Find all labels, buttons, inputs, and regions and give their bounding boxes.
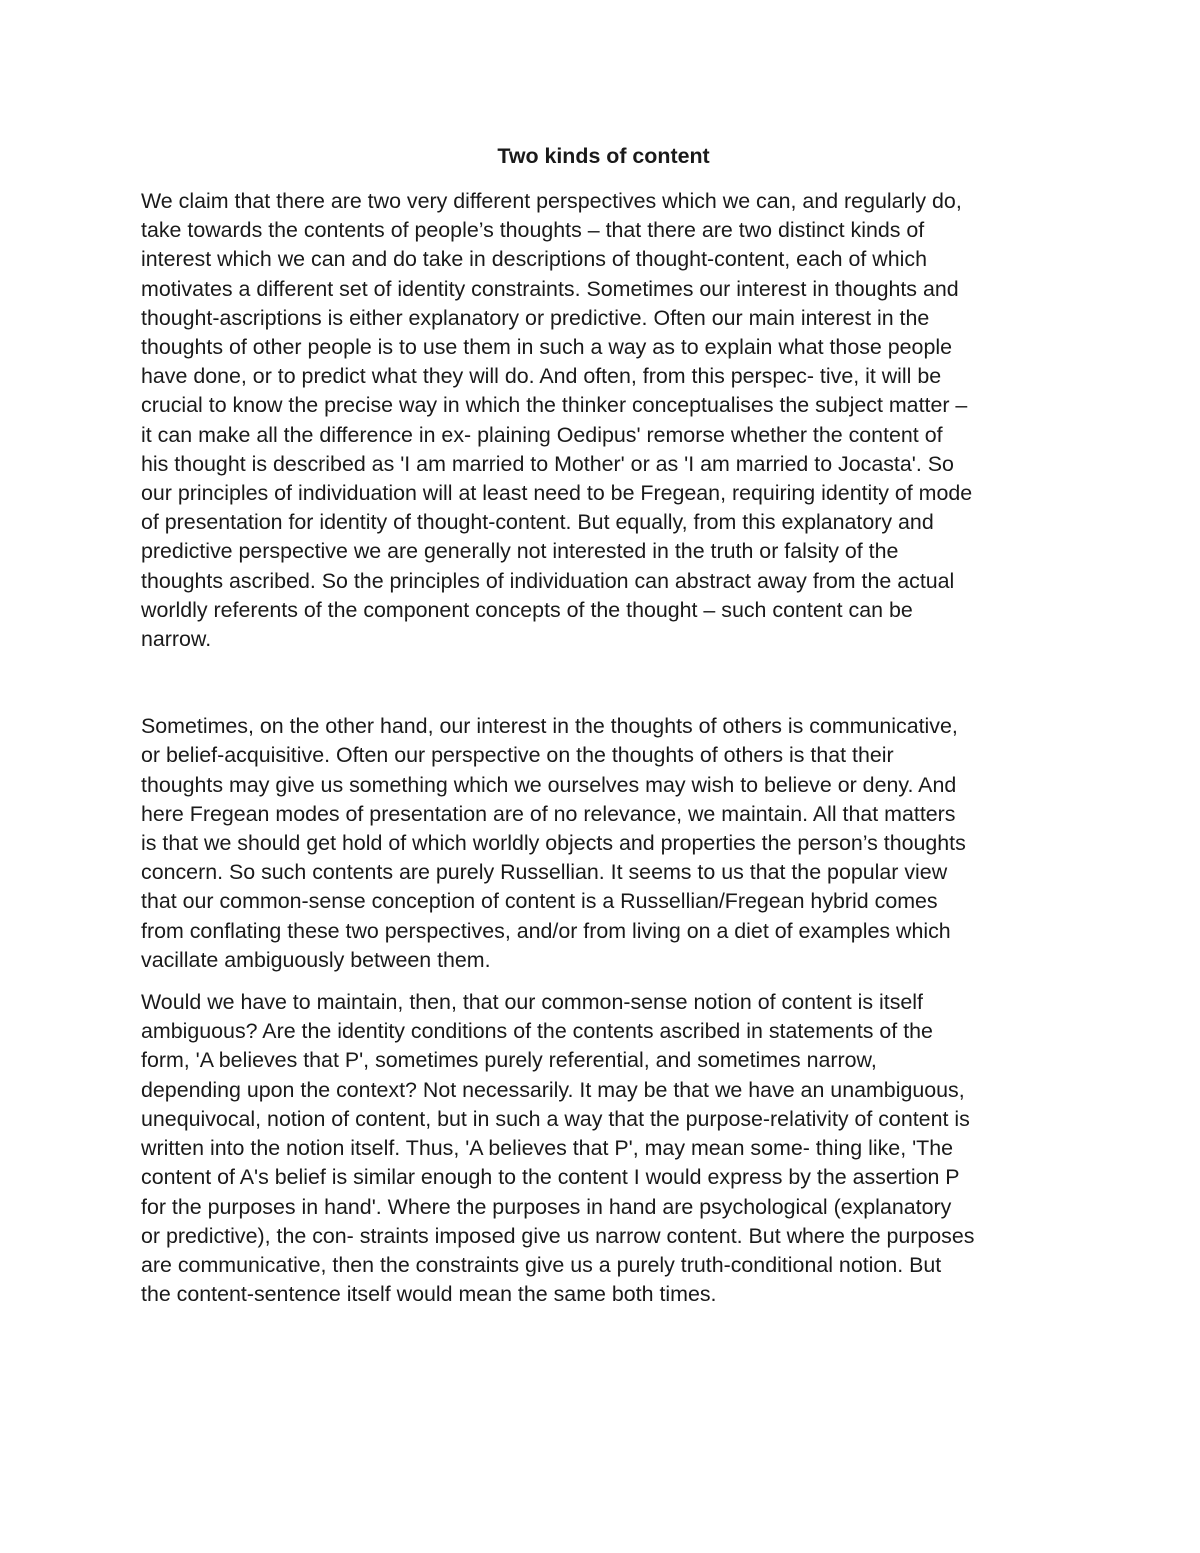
paragraph-spacer [141,654,1066,712]
paragraph-2: Sometimes, on the other hand, our interest in the thoughts of others is communicative, or belief-acquisitive. Often our perspective on the thoughts of others is that their thoughts may give us something which we ourselves may wish to believe or deny. And here Fregean modes of presentation are of no relevance, we maintain. All that matters is that we should get hold of which worldly objects and properties the person’s thoughts concern. So such contents are purely Russellian. It seems to us that the popular view that our common-sense conception of content is a Russellian/Fregean hybrid comes from conflating these two perspectives, and/or from living on a diet of examples which vacillate ambiguously between them. [141,714,966,972]
document-body [141,142,1066,1309]
paragraph-3: Would we have to maintain, then, that our common-sense notion of content is itself ambiguous? Are the identity conditions of the contents ascribed in statements of the form, 'A believes that P', sometimes purely referential, and sometimes narrow, depending upon the context? Not necessarily. It may be that we have an unambiguous, unequivocal, notion of content, but in such a way that the purpose-relativity of content is written into the notion itself. Thus, 'A believes that P', may mean some- thing like, 'The content of A's belief is similar enough to the content I would express by the assertion P for the purposes in hand'. Where the purposes in hand are psychological (explanatory or predictive), the con- straints imposed give us narrow content. But where the purposes are communicative, then the constraints give us a purely truth-conditional notion. But the content-sentence itself would mean the same both times. [141,990,975,1307]
paragraph-1: We claim that there are two very different perspectives which we can, and regularly do, take towards the contents of people’s thoughts – that there are two distinct kinds of interest which we can and do take in descriptions of thought-content, each of which motivates a different set of identity constraints. Sometimes our interest in thoughts and thought-ascriptions is either explanatory or predictive. Often our main interest in the thoughts of other people is to use them in such a way as to explain what those people have done, or to predict what they will do. And often, from this perspec- tive, it will be crucial to know the precise way in which the thinker conceptualises the subject matter – it can make all the difference in ex- plaining Oedipus' remorse whether the content of his thought is described as 'I am married to Mother' or as 'I am married to Jocasta'. So our principles of individuation will at least need to be Fregean, requiring identity of mode of presentation for identity of thought-content. But equally, from this explanatory and predictive perspective we are generally not interested in the truth or falsity of the thoughts ascribed. So the principles of individuation can abstract away from the actual worldly referents of the component concepts of the thought – such content can be narrow. [141,189,973,652]
document-title: Two kinds of content [497,144,710,168]
paragraph-spacer [141,975,1066,988]
